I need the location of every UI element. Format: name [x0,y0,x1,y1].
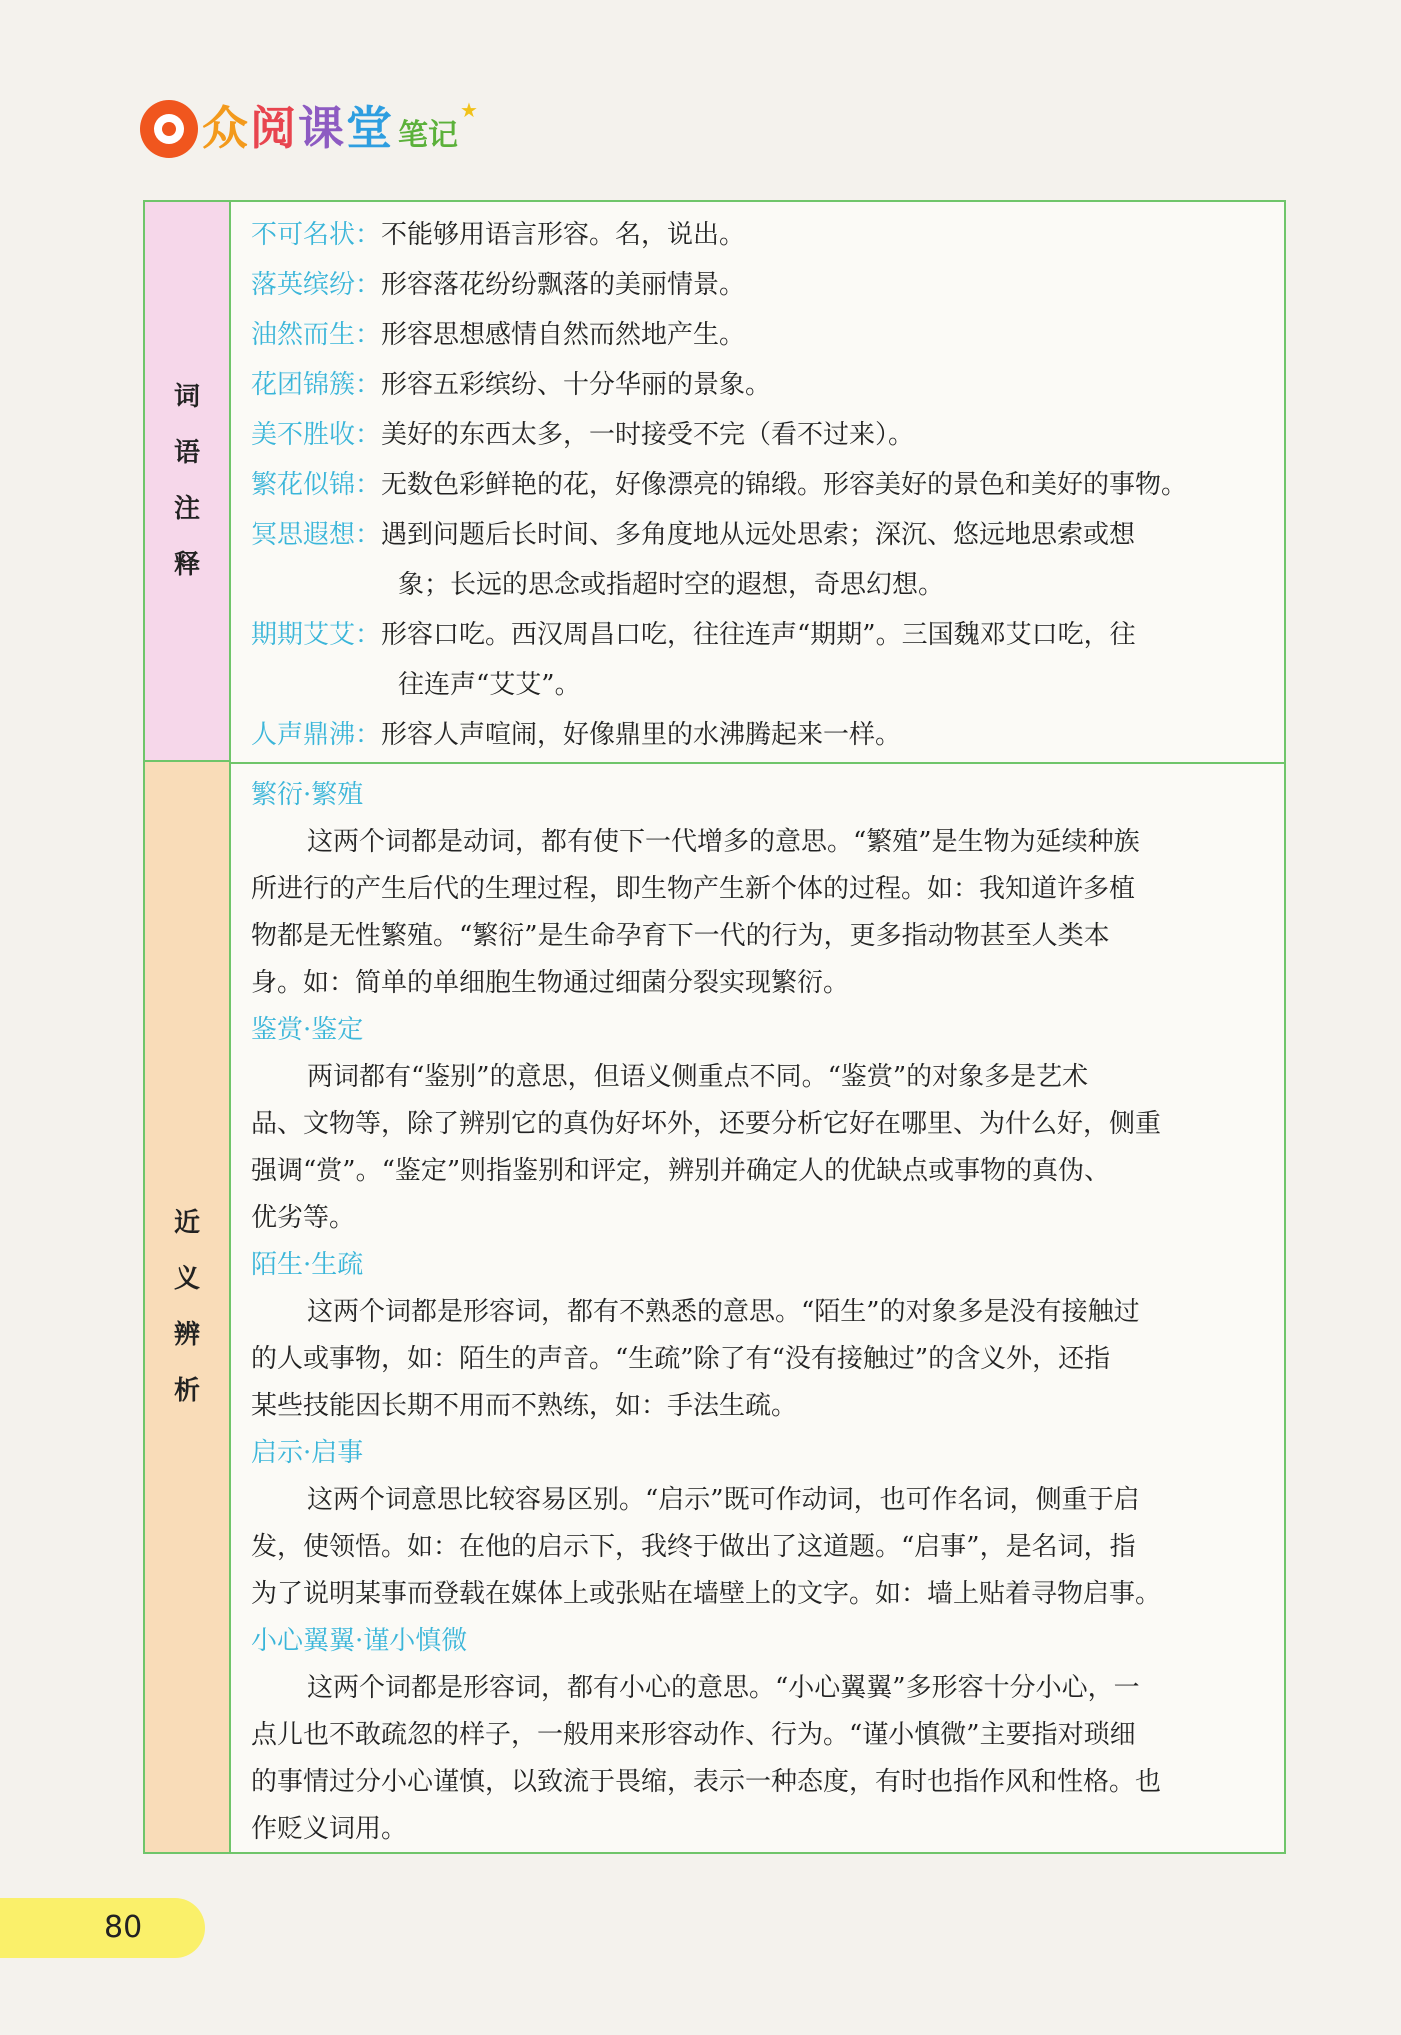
glossary-entry [251,610,1271,660]
glossary-entry [251,460,1271,510]
star-icon: ★ [460,98,478,122]
glossary-definition: 形容五彩缤纷、十分华丽的景象。 [381,370,772,400]
synonym-explanation-line: 某些技能因长期不用而不熟练，如：手法生疏。 [251,1391,798,1421]
glossary-term: 期期艾艾： [251,620,382,650]
glossary-term: 美不胜收： [251,420,382,450]
glossary-label: 词 语 注 释 [145,202,231,762]
glossary-term: 落英缤纷： [251,270,382,300]
synonym-explanation-line: 两词都有“鉴别”的意思，但语义侧重点不同。“鉴赏”的对象多是艺术 [307,1062,1089,1092]
synonym-pair-title: 繁衍·繁殖 [251,780,364,810]
synonym-explanation-line: 所进行的产生后代的生理过程，即生物产生新个体的过程。如：我知道许多植 [251,874,1136,904]
glossary-entry [251,210,1271,260]
glossary-definition: 不能够用语言形容。名，说出。 [381,220,746,250]
synonym-explanation-line: 这两个词都是形容词，都有不熟悉的意思。“陌生”的对象多是没有接触过 [307,1297,1140,1327]
glossary-entry [251,310,1271,360]
glossary-term: 花团锦簇： [251,370,382,400]
logo-text: 众阅课堂 [202,101,394,155]
glossary-definition-continued: 象；长远的思念或指超时空的遐想，奇思幻想。 [398,570,945,600]
synonym-explanation-line: 品、文物等，除了辨别它的真伪好坏外，还要分析它好在哪里、为什么好，侧重 [251,1109,1162,1139]
synonym-explanation-line: 的事情过分小心谨慎，以致流于畏缩，表示一种态度，有时也指作风和性格。也 [251,1767,1162,1797]
synonym-explanation-line: 身。如：简单的单细胞生物通过细菌分裂实现繁衍。 [251,968,850,998]
glossary-term: 繁花似锦： [251,470,382,500]
notes-table [143,200,1286,1854]
synonym-list [251,772,1271,1853]
glossary-term: 冥思遐想： [251,520,382,550]
logo-subtitle: 笔记 [398,118,458,153]
synonym-explanation-line: 的人或事物，如：陌生的声音。“生疏”除了有“没有接触过”的含义外，还指 [251,1344,1111,1374]
synonym-explanation-line: 发，使领悟。如：在他的启示下，我终于做出了这道题。“启事”，是名词，指 [251,1532,1136,1562]
glossary-definition: 无数色彩鲜艳的花，好像漂亮的锦缎。形容美好的景色和美好的事物。 [381,470,1188,500]
page-number-highlight [0,1898,205,1958]
synonym-explanation-line: 优劣等。 [251,1203,356,1233]
glossary-definition-continued: 往连声“艾艾”。 [398,670,581,700]
synonym-explanation-line: 物都是无性繁殖。“繁衍”是生命孕育下一代的行为，更多指动物甚至人类本 [251,921,1110,951]
synonym-pair-title: 启示·启事 [251,1438,364,1468]
glossary-entry [251,510,1271,560]
glossary-entry [251,710,1271,760]
glossary-definition: 遇到问题后长时间、多角度地从远处思索；深沉、悠远地思索或想 [381,520,1136,550]
synonym-explanation-line: 这两个词都是形容词，都有小心的意思。“小心翼翼”多形容十分小心，一 [307,1673,1140,1703]
glossary-list [251,210,1271,760]
glossary-entry [251,260,1271,310]
logo [140,96,478,158]
synonym-pair-title: 小心翼翼·谨小慎微 [251,1626,468,1656]
glossary-entry [251,410,1271,460]
synonym-label: 近 义 辨 析 [145,762,231,1852]
page-number: 80 [104,1910,143,1945]
synonym-explanation-line: 这两个词都是动词，都有使下一代增多的意思。“繁殖”是生物为延续种族 [307,827,1140,857]
glossary-definition: 形容落花纷纷飘落的美丽情景。 [381,270,746,300]
synonym-explanation-line: 为了说明某事而登载在媒体上或张贴在墙壁上的文字。如：墙上贴着寻物启事。 [251,1579,1162,1609]
synonym-explanation-line: 强调“赏”。“鉴定”则指鉴别和评定，辨别并确定人的优缺点或事物的真伪、 [251,1156,1111,1186]
glossary-term: 油然而生： [251,320,382,350]
glossary-entry [251,360,1271,410]
glossary-term: 人声鼎沸： [251,720,382,750]
glossary-definition: 形容思想感情自然而然地产生。 [381,320,746,350]
glossary-definition: 美好的东西太多，一时接受不完（看不过来）。 [381,420,915,450]
glossary-term: 不可名状： [251,220,382,250]
logo-icon [140,100,198,158]
synonym-explanation-line: 点儿也不敢疏忽的样子，一般用来形容动作、行为。“谨小慎微”主要指对琐细 [251,1720,1136,1750]
synonym-explanation-line: 作贬义词用。 [251,1814,408,1844]
section-divider [231,762,1284,764]
synonym-pair-title: 鉴赏·鉴定 [251,1015,364,1045]
glossary-definition: 形容口吃。西汉周昌口吃，往往连声“期期”。三国魏邓艾口吃，往 [381,620,1136,650]
glossary-definition: 形容人声喧闹，好像鼎里的水沸腾起来一样。 [381,720,902,750]
synonym-pair-title: 陌生·生疏 [251,1250,364,1280]
synonym-explanation-line: 这两个词意思比较容易区别。“启示”既可作动词，也可作名词，侧重于启 [307,1485,1140,1515]
